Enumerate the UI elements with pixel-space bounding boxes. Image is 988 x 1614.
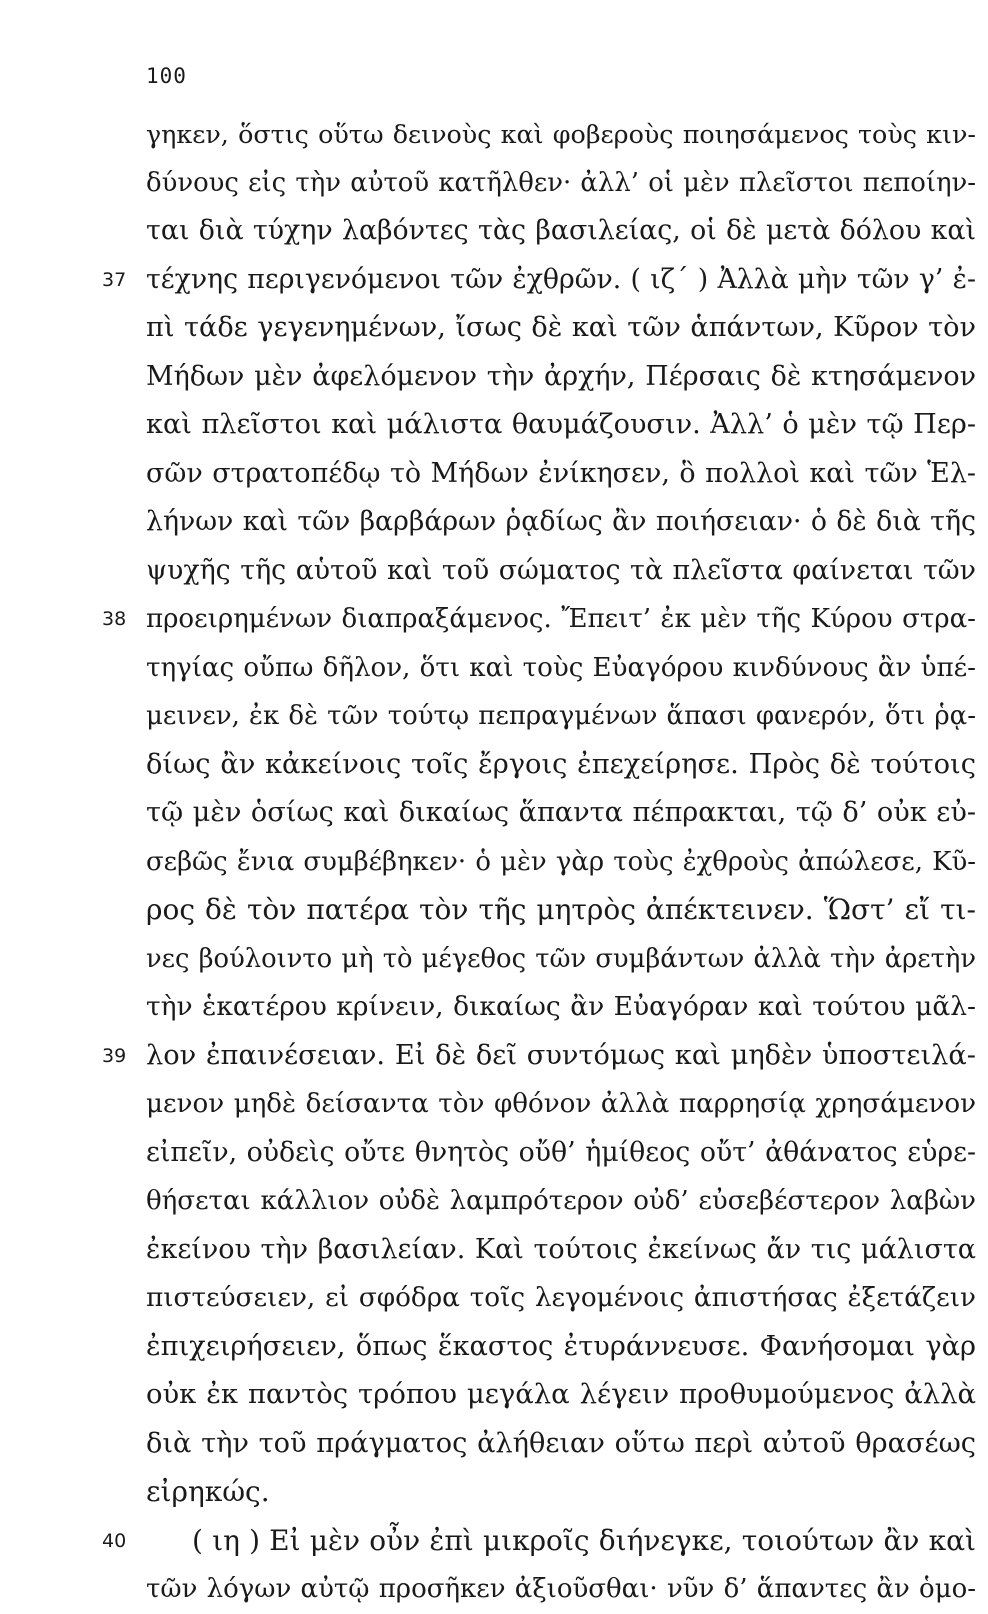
text-line bbox=[146, 1468, 976, 1517]
line-text: εἰπεῖν, οὐδεὶς οὔτε θνητὸς οὔθ’ ἡμίθεος οὔτ’ ἀθάνατος εὑρε- bbox=[146, 1136, 976, 1168]
text-line bbox=[146, 1371, 976, 1420]
text-line bbox=[146, 498, 976, 547]
line-text: ( ιη ) Εἰ μὲν οὖν ἐπὶ μικροῖς διήνεγκε, τοιούτων ἂν καὶ bbox=[192, 1523, 976, 1557]
text-line bbox=[102, 1517, 976, 1566]
text-line bbox=[102, 256, 976, 305]
text-line bbox=[146, 789, 976, 838]
line-text: σῶν στρατοπέδῳ τὸ Μήδων ἐνίκησεν, ὃ πολλοὶ καὶ τῶν Ἑλ- bbox=[146, 457, 976, 489]
line-text: καὶ πλεῖστοι καὶ μάλιστα θαυμάζουσιν. Ἀλλ’ ὁ μὲν τῷ Περ- bbox=[146, 409, 976, 440]
text-line bbox=[146, 304, 976, 353]
text-line bbox=[102, 1032, 976, 1081]
text-line bbox=[102, 595, 976, 644]
text-line bbox=[146, 353, 976, 402]
text-line bbox=[146, 644, 976, 693]
section-number: 38 bbox=[102, 608, 127, 630]
line-text: μενον μηδὲ δείσαντα τὸν φθόνον ἀλλὰ παρρησίᾳ χρησάμενον bbox=[146, 1089, 976, 1119]
line-text: ἐπιχειρήσειεν, ὅπως ἕκαστος ἐτυράννευσε. Φανήσομαι γὰρ bbox=[146, 1330, 976, 1362]
line-text: τῷ μὲν ὁσίως καὶ δικαίως ἅπαντα πέπρακται, τῷ δ’ οὐκ εὐ- bbox=[146, 797, 976, 828]
line-text: λήνων καὶ τῶν βαρβάρων ῥᾳδίως ἂν ποιήσειαν· ὁ δὲ διὰ τῆς bbox=[146, 506, 976, 537]
line-text: δίως ἂν κἀκείνοις τοῖς ἔργοις ἐπεχείρησε. Πρὸς δὲ τούτοις bbox=[146, 748, 976, 780]
body-text bbox=[102, 110, 976, 1614]
line-text: δύνους εἰς τὴν αὐτοῦ κατῆλθεν· ἀλλ’ οἱ μὲν πλεῖστοι πεποίην- bbox=[146, 167, 976, 198]
text-line bbox=[146, 207, 976, 256]
line-text: νες βούλοιντο μὴ τὸ μέγεθος τῶν συμβάντων ἀλλὰ τὴν ἀρετὴν bbox=[146, 943, 976, 974]
text-line bbox=[146, 838, 976, 887]
line-text: γηκεν, ὅστις οὕτω δεινοὺς καὶ φοβεροὺς ποιησάμενος τοὺς κιν- bbox=[146, 119, 976, 149]
line-text: ψυχῆς τῆς αὑτοῦ καὶ τοῦ σώματος τὰ πλεῖστα φαίνεται τῶν bbox=[146, 554, 976, 586]
line-text: τῶν λόγων αὐτῷ προσῆκεν ἀξιοῦσθαι· νῦν δ’ ἅπαντες ἂν ὁμο- bbox=[146, 1574, 976, 1604]
text-line bbox=[146, 547, 976, 596]
text-line bbox=[146, 1226, 976, 1275]
line-text: διὰ τὴν τοῦ πράγματος ἀλήθειαν οὕτω περὶ αὐτοῦ θρασέως bbox=[146, 1427, 976, 1459]
text-line bbox=[146, 935, 976, 984]
text-line bbox=[146, 983, 976, 1032]
line-text: ται διὰ τύχην λαβόντες τὰς βασιλείας, οἱ δὲ μετὰ δόλου καὶ bbox=[146, 215, 976, 246]
text-line bbox=[146, 1129, 976, 1178]
line-text: προειρημένων διαπραξάμενος. Ἔπειτ’ ἐκ μὲν τῆς Κύρου στρα- bbox=[146, 604, 976, 634]
text-line bbox=[146, 692, 976, 741]
line-text: πὶ τάδε γεγενημένων, ἴσως δὲ καὶ τῶν ἁπάντων, Κῦρον τὸν bbox=[146, 312, 976, 343]
line-text: πιστεύσειεν, εἰ σφόδρα τοῖς λεγομένοις ἀπιστήσας ἐξετάζειν bbox=[146, 1283, 976, 1313]
line-text: Μήδων μὲν ἀφελόμενον τὴν ἀρχήν, Πέρσαις δὲ κτησάμενον bbox=[146, 360, 976, 392]
section-number: 37 bbox=[102, 268, 127, 291]
line-text: τέχνης περιγενόμενοι τῶν ἐχθρῶν. ( ιζ΄ ) Ἀλλὰ μὴν τῶν γ’ ἐ- bbox=[146, 263, 976, 295]
line-text: ρος δὲ τὸν πατέρα τὸν τῆς μητρὸς ἀπέκτεινεν. Ὥστ’ εἴ τι- bbox=[146, 893, 976, 926]
section-number: 40 bbox=[102, 1529, 127, 1552]
line-text: εἰρηκώς. bbox=[146, 1475, 270, 1508]
line-text: τὴν ἑκατέρου κρίνειν, δικαίως ἂν Εὐαγόραν καὶ τούτου μᾶλ- bbox=[146, 991, 976, 1022]
text-line bbox=[146, 1323, 976, 1372]
text-line bbox=[146, 1274, 976, 1323]
line-text: ἐκείνου τὴν βασιλείαν. Καὶ τούτοις ἐκείνως ἄν τις μάλιστα bbox=[146, 1233, 976, 1265]
text-line bbox=[146, 1420, 976, 1469]
section-number: 39 bbox=[102, 1044, 127, 1067]
line-text: λον ἐπαινέσειαν. Εἰ δὲ δεῖ συντόμως καὶ μηδὲν ὑποστειλά- bbox=[146, 1039, 976, 1071]
line-text: μεινεν, ἐκ δὲ τῶν τούτῳ πεπραγμένων ἅπασι φανερόν, ὅτι ῥᾳ- bbox=[146, 701, 976, 731]
text-line bbox=[146, 110, 976, 159]
text-line bbox=[146, 1080, 976, 1129]
line-text: θήσεται κάλλιον οὐδὲ λαμπρότερον οὐδ’ εὐσεβέστερον λαβὼν bbox=[146, 1186, 976, 1216]
line-text: σεβῶς ἔνια συμβέβηκεν· ὁ μὲν γὰρ τοὺς ἐχθροὺς ἀπώλεσε, Κῦ- bbox=[146, 846, 976, 877]
line-text: τηγίας οὔπω δῆλον, ὅτι καὶ τοὺς Εὐαγόρου κινδύνους ἂν ὑπέ- bbox=[146, 652, 976, 683]
text-line bbox=[146, 741, 976, 790]
text-line bbox=[146, 886, 976, 935]
text-line bbox=[146, 1177, 976, 1226]
text-line bbox=[146, 159, 976, 208]
page-number: 100 bbox=[146, 64, 187, 88]
text-line bbox=[146, 450, 976, 499]
text-line bbox=[146, 1565, 976, 1614]
text-line bbox=[146, 401, 976, 450]
line-text: οὐκ ἐκ παντὸς τρόπου μεγάλα λέγειν προθυμούμενος ἀλλὰ bbox=[146, 1379, 976, 1410]
